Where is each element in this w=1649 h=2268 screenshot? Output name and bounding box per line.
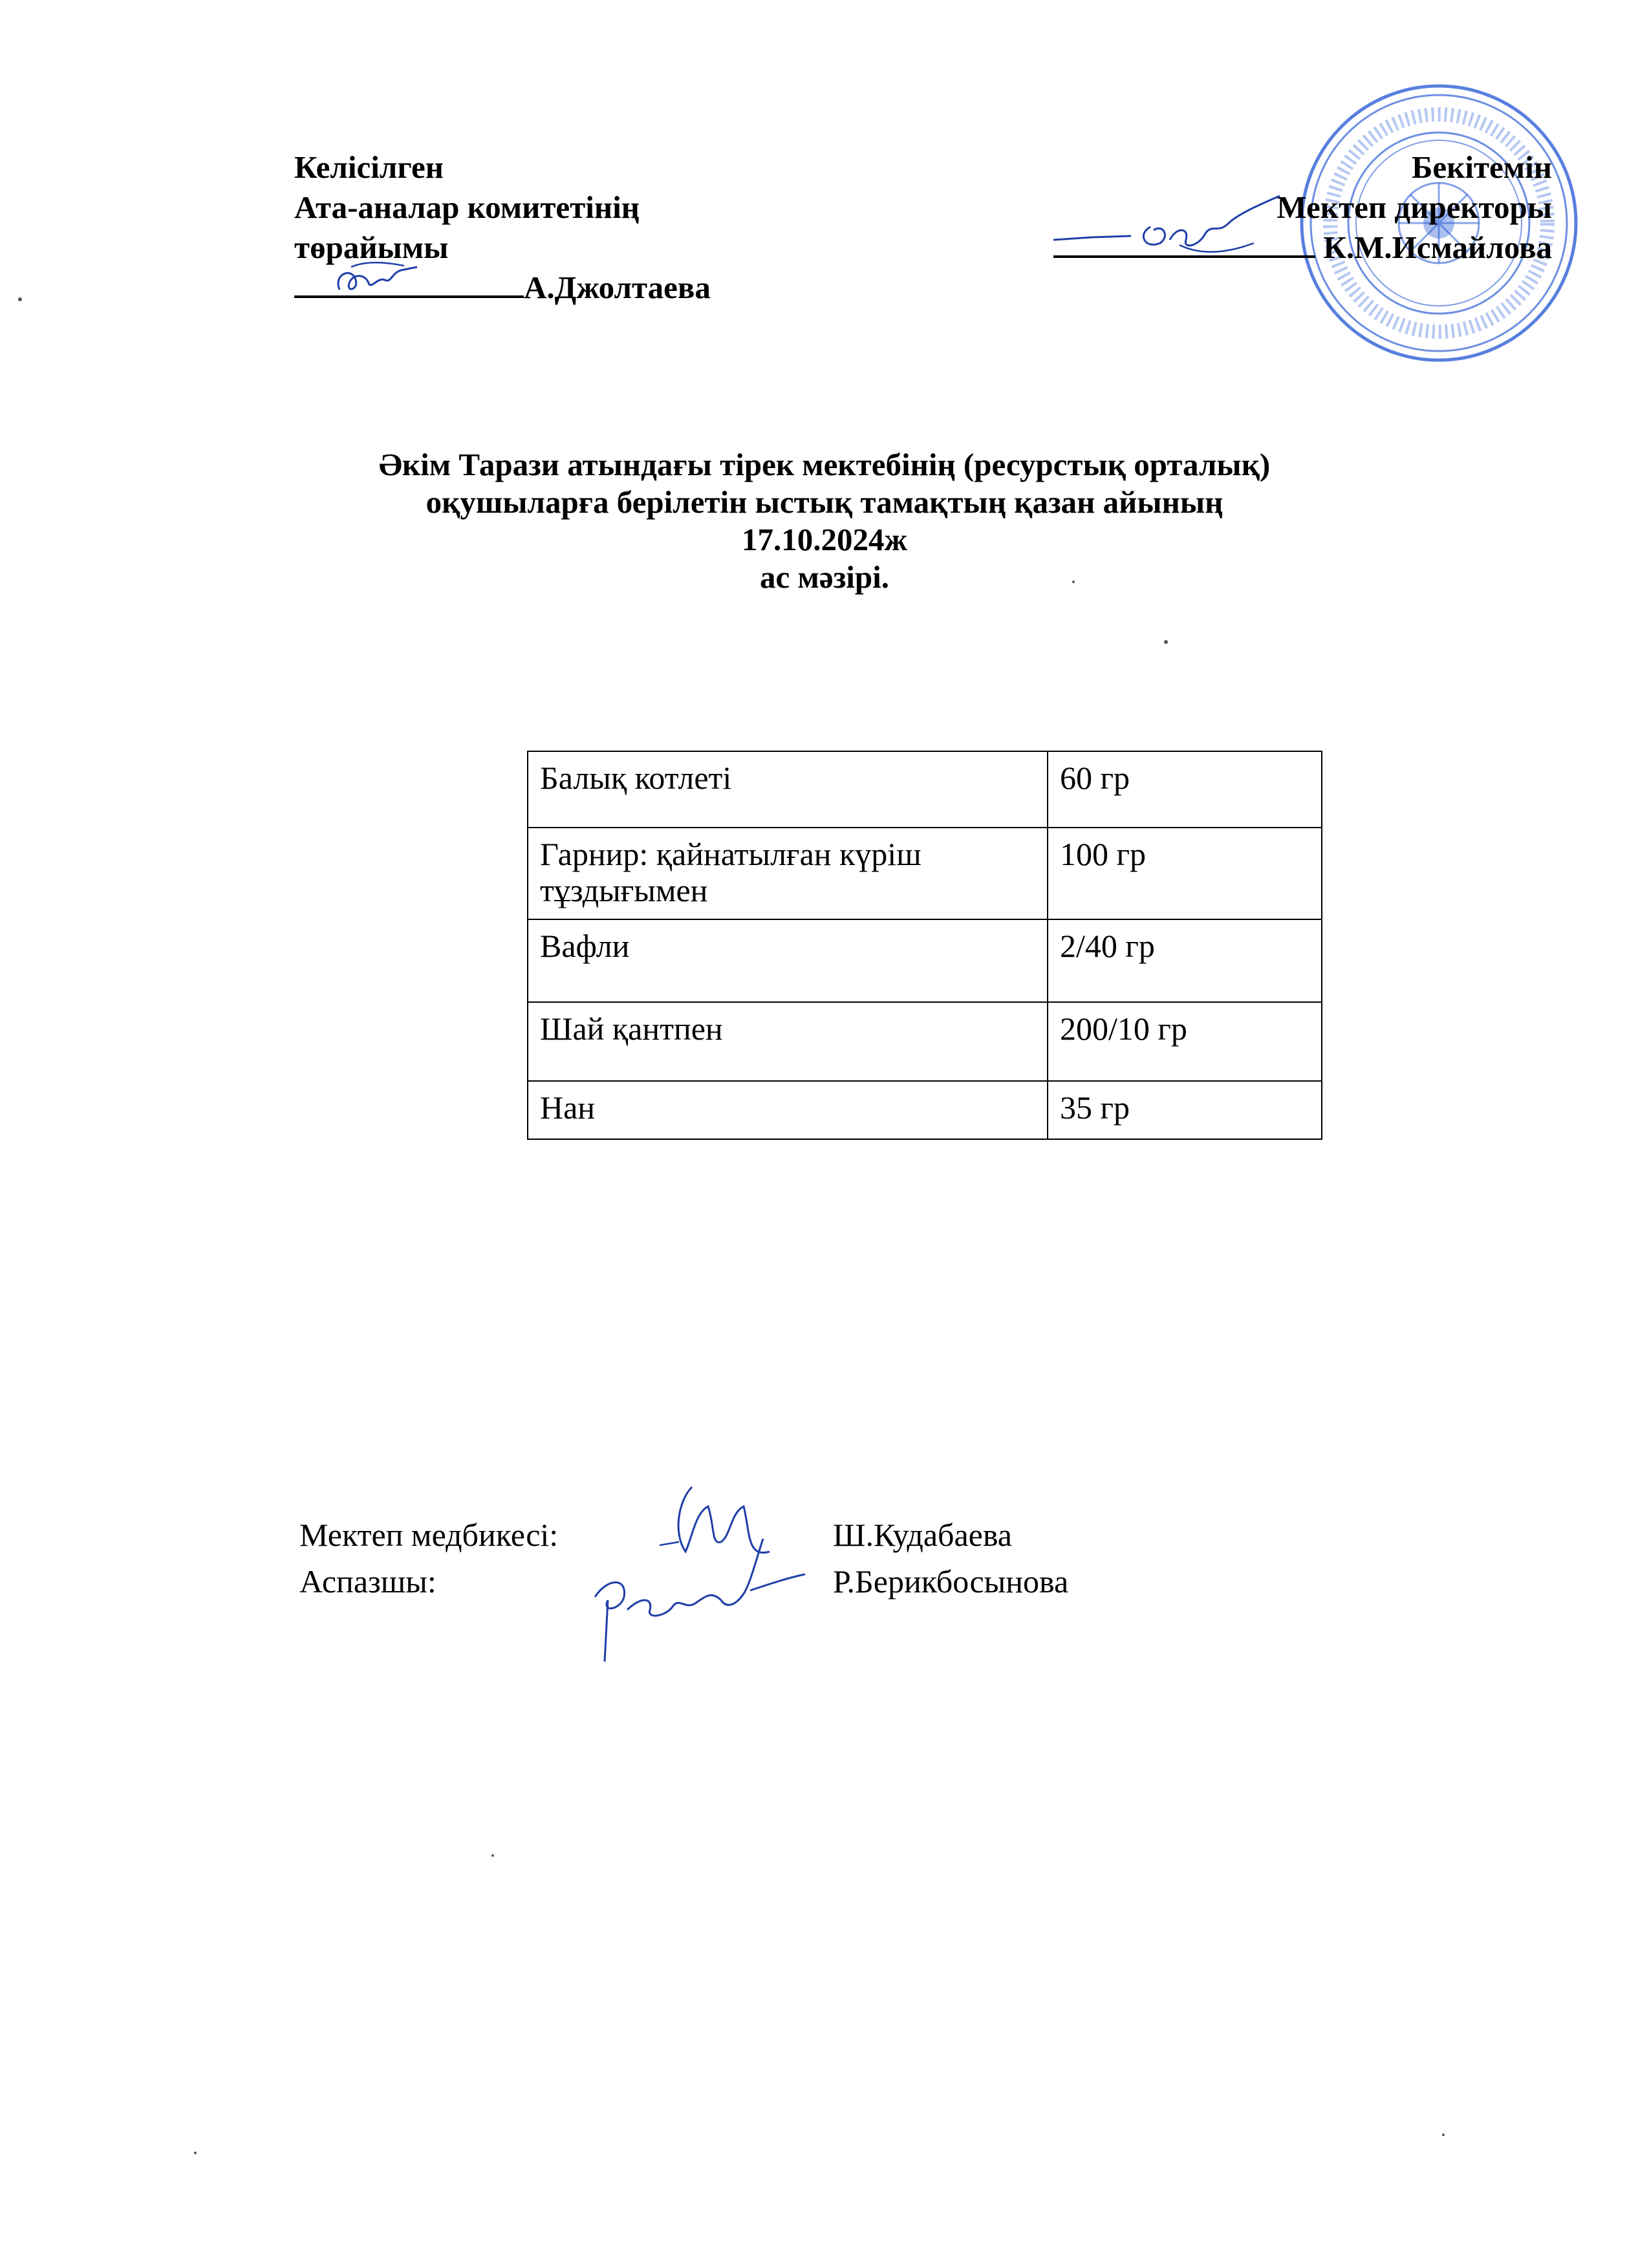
dish-cell: Гарнир: қайнатылған күріш тұздығымен	[528, 828, 1048, 919]
amount-cell: 35 гр	[1048, 1081, 1322, 1139]
approve-label: Бекітемін	[1411, 149, 1552, 185]
agreed-label: Келісілген	[294, 149, 444, 185]
director-name: К.М.Исмайлова	[1323, 230, 1552, 265]
chairperson-signature-row	[294, 268, 876, 308]
table-row	[528, 828, 1322, 919]
dish-cell: Вафли	[528, 919, 1048, 1002]
scan-speck	[1072, 581, 1075, 583]
scan-speck	[1442, 2134, 1445, 2136]
scan-speck	[1164, 640, 1168, 644]
amount-cell: 200/10 гр	[1048, 1002, 1322, 1081]
chairperson-signature	[294, 254, 424, 299]
dish-cell: Нан	[528, 1081, 1048, 1139]
dish-cell: Балық котлеті	[528, 751, 1048, 828]
table-row	[528, 1081, 1322, 1139]
document-title	[0, 446, 1649, 596]
scan-speck	[18, 297, 22, 301]
scan-speck	[194, 2152, 197, 2154]
approved-block	[905, 147, 1552, 268]
amount-cell: 2/40 гр	[1048, 919, 1322, 1002]
director-label: Мектеп директоры	[1277, 189, 1552, 225]
signature-line	[1053, 230, 1315, 258]
title-line-2: оқушыларға берілетін ыстық тамақтың қазан айының	[426, 484, 1223, 520]
amount-cell: 100 гр	[1048, 828, 1322, 919]
chairperson-label: төрайымы	[294, 230, 449, 265]
signature-line	[294, 270, 524, 298]
table-row	[528, 751, 1322, 828]
title-line-1: Әкім Тарази атындағы тірек мектебінің (ресурстық орталық)	[378, 447, 1271, 482]
staff-signatures	[582, 1481, 841, 1674]
parents-committee-label: Ата-аналар комитетінің	[294, 189, 640, 225]
table-row	[528, 919, 1322, 1002]
director-signature	[1053, 188, 1325, 259]
nurse-name: Ш.Кудабаева	[833, 1517, 1012, 1553]
nurse-role: Мектеп медбикесі:	[299, 1517, 559, 1553]
dish-cell: Шай қантпен	[528, 1002, 1048, 1081]
menu-table	[527, 751, 1322, 1140]
amount-cell: 60 гр	[1048, 751, 1322, 828]
cook-role: Аспазшы:	[299, 1563, 436, 1599]
title-date: 17.10.2024ж	[741, 522, 908, 557]
director-signature-row	[905, 228, 1552, 268]
cook-name: Р.Берикбосынова	[833, 1563, 1069, 1599]
agreed-block	[294, 147, 876, 308]
title-line-4: ас мәзірі.	[759, 559, 890, 595]
table-row	[528, 1002, 1322, 1081]
scan-speck	[491, 1854, 494, 1857]
chairperson-name: А.Джолтаева	[524, 270, 711, 305]
